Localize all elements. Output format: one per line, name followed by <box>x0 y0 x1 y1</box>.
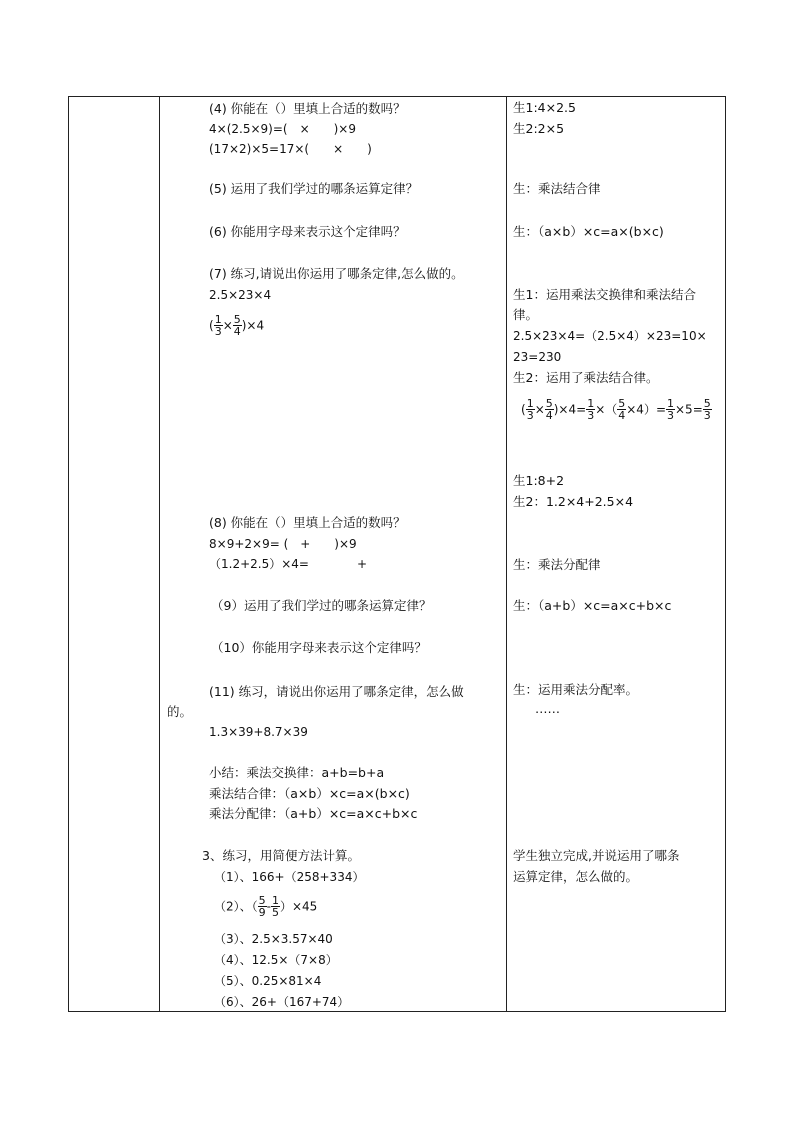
answer-8-student-1: 生1:8+2 <box>513 473 565 488</box>
answer-11: 生：运用乘法分配率。 <box>513 682 639 697</box>
fraction-five-thirds: $\frac{5}{3}$ <box>703 397 711 422</box>
question-10: （10）你能用字母来表示这个定律吗？ <box>211 640 427 655</box>
fraction-five-fourths: $\frac{5}{4}$ <box>233 313 241 338</box>
fraction-one-third: $\frac{1}{3}$ <box>526 397 534 422</box>
question-5: (5) 运用了我们学过的哪条运算定律？ <box>209 181 419 196</box>
answer-8-student-2: 生2：1.2×4+2.5×4 <box>513 494 634 509</box>
answer-7-student-1-line-c: 2.5×23×4=（2.5×4）×23=10× <box>513 329 707 343</box>
fraction-five-fourths: $\frac{5}{4}$ <box>618 397 626 422</box>
answer-7-student-1-line-b: 律。 <box>513 307 539 322</box>
exercise-3-item-5: （5）、0.25×81×4 <box>214 974 322 988</box>
answer-7-student-2: 生2：运用了乘法结合律。 <box>513 370 659 385</box>
fraction-one-fifth: $\frac{1}{5}$ <box>271 894 279 919</box>
question-8-title: (8) 你能在（）里填上合适的数吗？ <box>209 515 406 530</box>
answer-10: 生：（a+b）×c=a×c+b×c <box>513 598 672 613</box>
exercise-3-item-1: （1）、166+（258+334） <box>214 870 365 884</box>
summary-line-1: 小结：乘法交换律：a+b=b+a <box>209 765 385 780</box>
paren-open: ( <box>209 318 214 333</box>
question-4-title: (4) 你能在（）里填上合适的数吗？ <box>209 101 406 116</box>
fraction-one-third: $\frac{1}{3}$ <box>214 313 222 338</box>
exercise-3-item-3: （3）、2.5×3.57×40 <box>214 932 333 946</box>
question-7: (7) 练习,请说出你运用了哪条定律,怎么做的。 <box>209 266 464 281</box>
fraction-five-ninths: $\frac{5}{9}$ <box>258 894 266 919</box>
fraction-five-fourths: $\frac{5}{4}$ <box>545 397 553 422</box>
question-8-line-1: 8×9+2×9= ( + )×9 <box>209 537 357 551</box>
answer-7-student-2-equation: ( $\frac{1}{3}$ × $\frac{5}{4}$ )×4= $\frac{1}{3}$ ×（ $\frac{5}{4}$ ×4）= $\frac{1}{3}$ ×5= $\frac{5}{3}$ <box>521 397 711 422</box>
question-11-expression: 1.3×39+8.7×39 <box>209 725 308 739</box>
times-sign: × <box>222 318 233 333</box>
answer-5: 生：乘法结合律 <box>513 181 601 196</box>
answer-4-student-1: 生1:4×2.5 <box>513 100 576 115</box>
fraction-one-third: $\frac{1}{3}$ <box>667 397 674 422</box>
question-11-line-a: (11) 练习，请说出你运用了哪条定律，怎么做 <box>209 684 464 699</box>
question-7-line-1: 2.5×23×4 <box>209 288 272 302</box>
answer-exercise-3-line-a: 学生独立完成,并说运用了哪条 <box>513 848 680 863</box>
exercise-3-item-6: （6）、26+（167+74） <box>214 995 350 1009</box>
question-7-fraction-expression <box>209 310 264 340</box>
question-11-line-b: 的。 <box>167 704 193 719</box>
question-4-line-2: (17×2)×5=17×( × ) <box>209 142 372 156</box>
column-divider-left <box>159 97 160 1011</box>
question-8-line-2: （1.2+2.5）×4= + <box>209 557 368 571</box>
paren-close-times-four: )×4 <box>241 318 265 333</box>
answer-7-student-1-line-d: 23=230 <box>513 350 562 364</box>
answer-7-student-1-line-a: 生1：运用乘法交换律和乘法结合 <box>513 287 696 302</box>
column-divider-right <box>506 97 507 1011</box>
summary-line-2: 乘法结合律：（a×b）×c=a×(b×c) <box>209 786 410 801</box>
exercise-3-item-2: （2）、（ $\frac{5}{9}$ - $\frac{1}{5}$ ）×45 <box>214 894 318 919</box>
question-4-line-1: 4×(2.5×9)=( × )×9 <box>209 122 356 136</box>
answer-4-student-2: 生2:2×5 <box>513 121 565 136</box>
answer-11-ellipsis: …… <box>535 701 560 716</box>
answer-6: 生：（a×b）×c=a×(b×c) <box>513 224 664 239</box>
exercise-3-title: 3、练习，用简便方法计算。 <box>202 848 360 863</box>
summary-line-3: 乘法分配律：（a+b）×c=a×c+b×c <box>209 806 418 821</box>
fraction-one-third: $\frac{1}{3}$ <box>587 397 595 422</box>
exercise-3-item-4: （4）、12.5×（7×8） <box>214 953 338 967</box>
question-9: （9）运用了我们学过的哪条运算定律？ <box>211 598 432 613</box>
answer-exercise-3-line-b: 运算定律，怎么做的。 <box>513 869 639 884</box>
question-6: (6) 你能用字母来表示这个定律吗？ <box>209 224 406 239</box>
answer-9: 生：乘法分配律 <box>513 557 601 572</box>
